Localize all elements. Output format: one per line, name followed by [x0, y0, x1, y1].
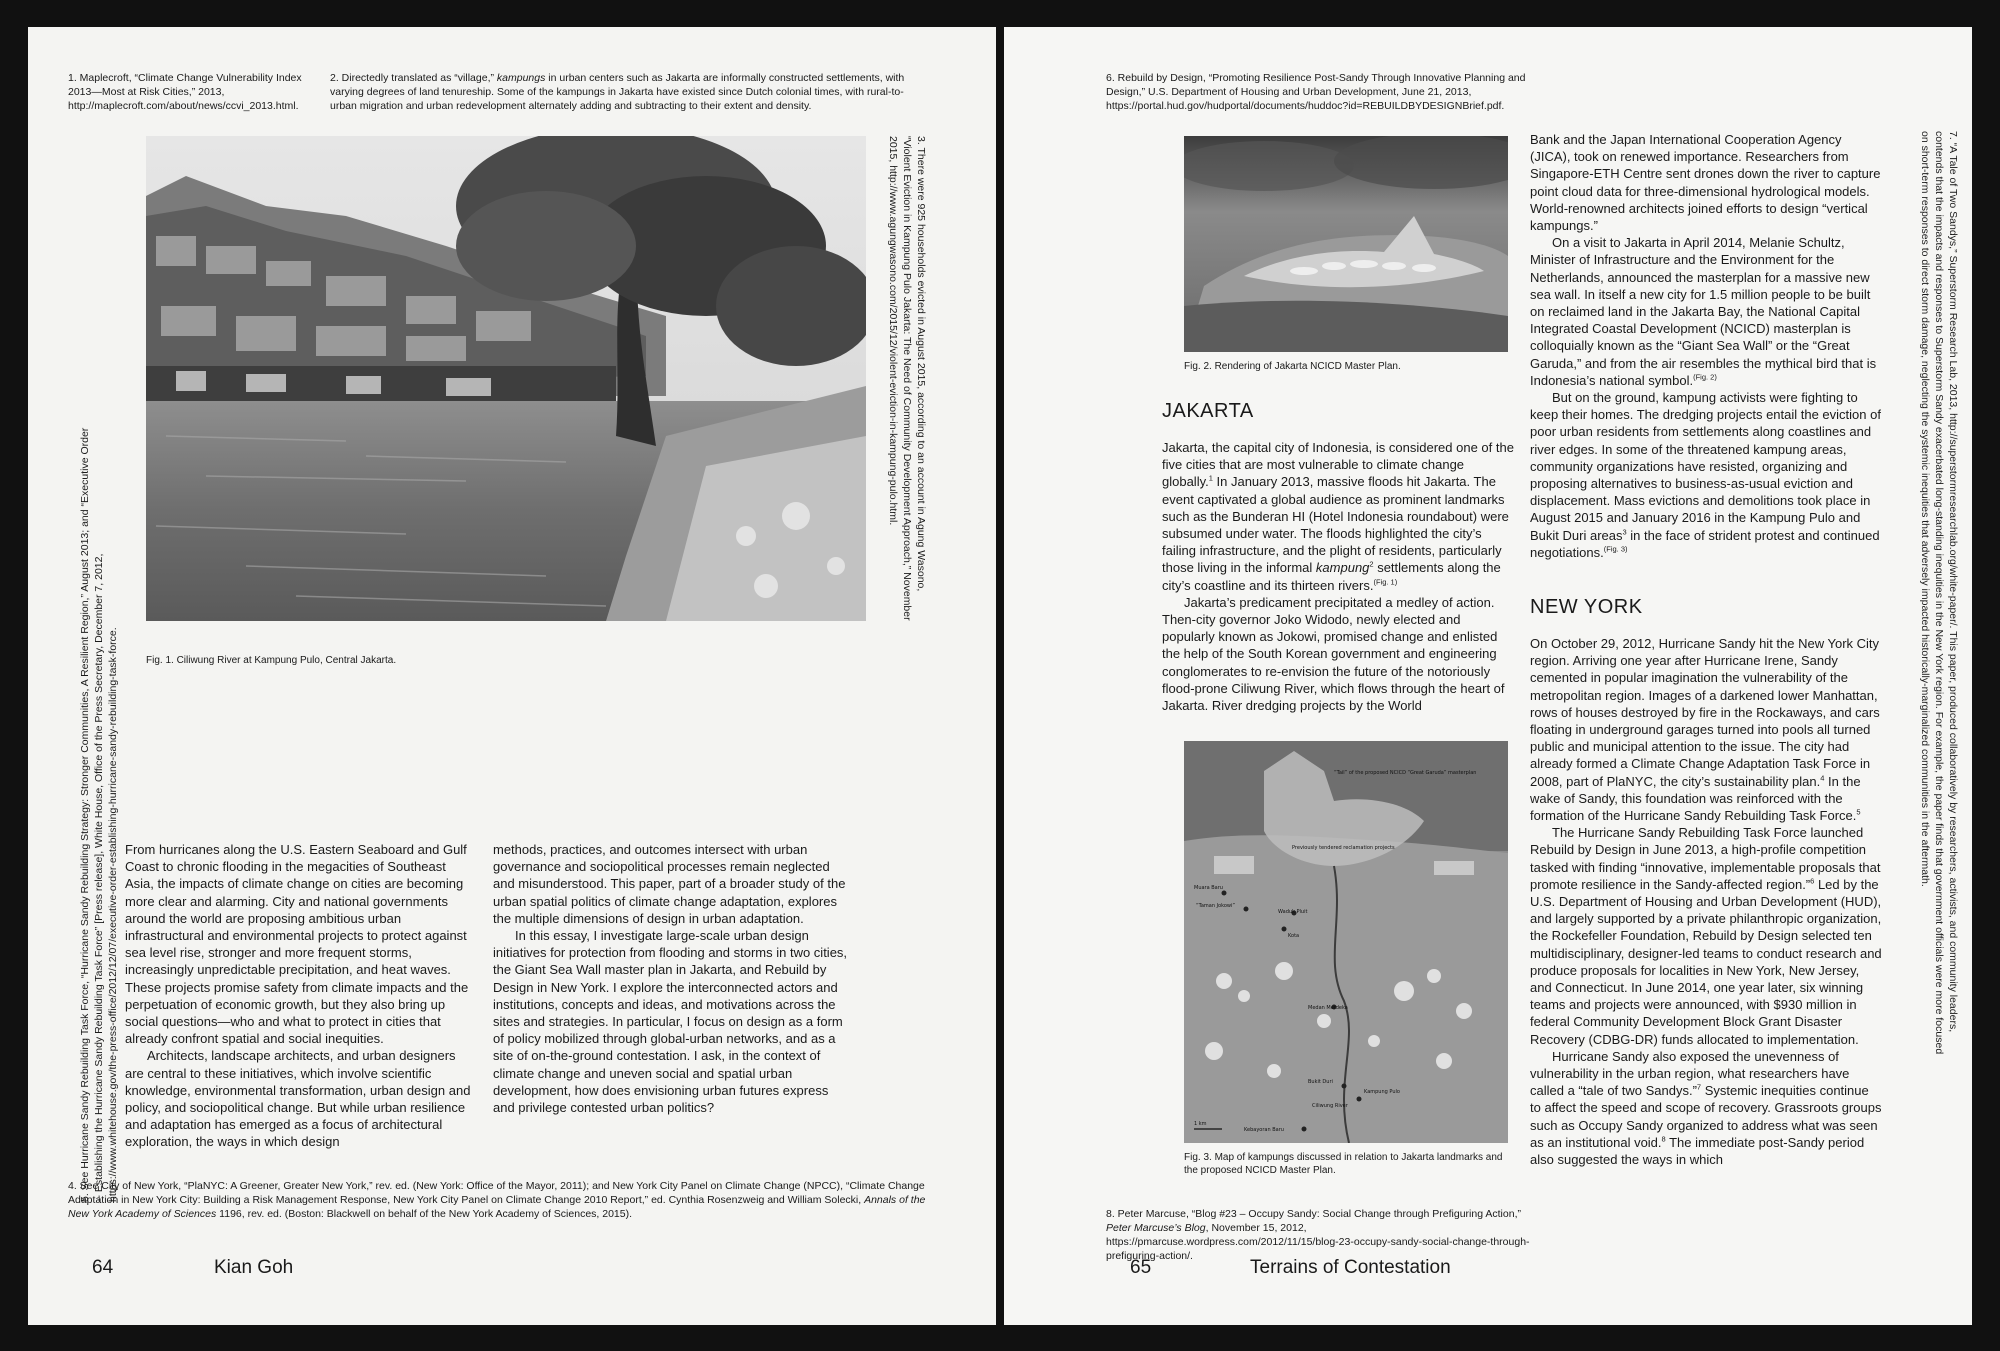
map-label-medan-merdeka: Medan Merdeka — [1308, 1005, 1348, 1011]
map-label-bukit-duri: Bukit Duri — [1308, 1079, 1333, 1085]
map-scale-label: 1 km — [1194, 1121, 1207, 1127]
paragraph: The Hurricane Sandy Rebuilding Task Force launched Rebuild by Design in June 2013, a high-profile competition tasked with finding “innovative, implementable proposals that promote resilience in the Sandy-affected region.”$^6$ Led by the U.S. Department of Housing and Urban Development (HUD), and largely supported by a private philanthropic organization, the Rockefeller Foundation, Rebuild by Design selected ten multidisciplinary, designer-led teams to conduct research and produce proposals for localities in New York, New Jersey, and Connecticut. In June 2014, one year later, six winning teams and projects were announced, with $930 million in federal Community Development Block Grant Disaster Recovery (CDBG-DR) funds allocated to implementation. — [1530, 825, 1882, 1047]
footnote-8: 8. Peter Marcuse, “Blog #23 – Occupy Sandy: Social Change through Prefiguring Action,” Peter Marcuse’s Blog, November 15, 2012, https://pmarcuse.wordpress.com/2012/11/15/blog-23-occupy-sandy-social-change-through-prefiguring-action/. — [1106, 1208, 1530, 1262]
footnote-3: 3. There were 925 households evicted in August 2015, according to an account in Agung Wasono, “Violent Eviction in Kampung Pulo Jakarta: The Need of Community Development Approach,” November 2015, http://www.agungwasono.com/2015/12/violent-eviction-in-kampung-pulo.html. — [887, 136, 927, 621]
section-heading-jakarta: JAKARTA — [1162, 400, 1254, 422]
figure-3-map — [1184, 741, 1508, 1143]
map-label-kampung-pulo: Kampung Pulo — [1364, 1089, 1400, 1095]
footnote-5: 5. See Hurricane Sandy Rebuilding Task Force, “Hurricane Sandy Rebuilding Strategy: Stronger Communities, A Resilient Region,” August 2013; and “Executive Order -- Establishing the Hurricane Sandy Rebuilding Task Force” [Press release], White House, Office of the Press Secretary, December 7, 2012, https://www.whitehouse.gov/the-press-office/2012/12/07/executive-order-establishing-hurricane-sandy-rebuilding-task-force. — [79, 427, 119, 1202]
footnote-2: 2. Directedly translated as “village,” kampungs in urban centers such as Jakarta are informally constructed settlements, with varying degrees of land tenureship. Some of the kampungs in Jakarta have existed since Dutch colonial times, with rural-to-urban migration and urban redevelopment alternately adding and subtracting to their extent and density. — [330, 72, 905, 112]
new-york-text — [1530, 635, 1882, 1168]
map-label-garuda-tail: “Tail” of the proposed NCICD “Great Garuda” masterplan — [1334, 770, 1477, 776]
figure-1-photo — [146, 136, 866, 621]
ncicd-rendering-image — [1184, 136, 1508, 352]
figure-3-caption: Fig. 3. Map of kampungs discussed in relation to Jakarta landmarks and the proposed NCICD Master Plan. — [1184, 1152, 1503, 1176]
map-label-kebayoran-baru: Kebayoran Baru — [1244, 1127, 1284, 1133]
jakarta-text — [1162, 439, 1514, 714]
body-column-1 — [125, 841, 473, 1151]
paragraph: Hurricane Sandy also exposed the unevenness of vulnerability in the urban region, what researchers have called a “tale of two Sandys.”$^7$ Systemic inequities continue to affect the speed and scope of recovery. Grassroots groups such as Occupy Sandy organized to address what was seen as an institutional void.$^8$ The immediate post-Sandy period also suggested the ways in which — [1530, 1048, 1882, 1168]
right-page — [1004, 27, 1972, 1325]
footnote-7: 7. “A Tale of Two Sandys,” Superstorm Research Lab, 2013, http://superstormresearchlab.org/white-paper/. This paper, produced collaboratively by researchers, activists, and community leaders, contends that the impacts and responses to Superstorm Sandy exacerbated long-standing inequities in the New York region. For example, the paper finds that government officials were more focused on short-term responses to direct storm damage, neglecting the systemic inequities that adversely impacted historically-marginalized communities in the aftermath. — [1919, 131, 1959, 1055]
map-label-taman-jokowi: “Taman Jokowi” — [1196, 903, 1235, 909]
kampung-map-image — [1184, 741, 1508, 1143]
paragraph: Bank and the Japan International Cooperation Agency (JICA), took on renewed importance. Researchers from Singapore-ETH Centre sent drones down the river to capture point cloud data for three-dimensional hydrological models. World-renowned architects joined efforts to design “vertical kampungs.” — [1530, 132, 1881, 234]
right-column-top — [1530, 131, 1882, 561]
paragraph: In this essay, I investigate large-scale urban design initiatives for protection from flooding and storms in two cities, the Giant Sea Wall master plan in Jakarta, and Rebuild by Design in New York. I explore the interconnected actors and institutions, concepts and ideas, and motivations across the sites and strategies. In particular, I focus on design as a form of policy mobilized through global-urban networks, and as a site of on-the-ground contestation. I ask, in the context of climate change and uneven social and spatial urban development, how does envisioning urban futures express and privilege contested urban politics? — [493, 928, 848, 1116]
figure-1-caption: Fig. 1. Ciliwung River at Kampung Pulo, Central Jakarta. — [146, 655, 397, 666]
paragraph: On October 29, 2012, Hurricane Sandy hit the New York City region. Arriving one year after Hurricane Irene, Sandy cemented in popular imagination the vulnerability of the metropolitan region. Images of a darkened lower Manhattan, rows of houses destroyed by fire in the Rockaways, and cars floating in underground garages turned into pools all turned public and municipal attention to the issue. The city had already formed a Climate Change Adaptation Task Force in 2008, part of PlaNYC, the city’s sustainability plan.$^4$ In the wake of Sandy, this foundation was reinforced with the formation of the Hurricane Sandy Rebuilding Task Force.$^5$ — [1530, 636, 1880, 824]
left-page — [28, 27, 996, 1325]
map-label-muara-baru: Muara Baru — [1194, 885, 1223, 891]
footnote-6: 6. Rebuild by Design, “Promoting Resilience Post-Sandy Through Innovative Planning and Design,” U.S. Department of Housing and Urban Development, June 21, 2013, https://portal.hud.gov/hudportal/documents/huddoc?id=REBUILDBYDESIGNBrief.pdf. — [1106, 72, 1526, 112]
map-label-reclamation: Previously tendered reclamation projects — [1292, 845, 1395, 851]
running-head: Terrains of Contestation — [1250, 1257, 1451, 1278]
paragraph: From hurricanes along the U.S. Eastern Seaboard and Gulf Coast to chronic flooding in the megacities of Southeast Asia, the impacts of climate change on cities are becoming more clear and alarming. City and national governments around the world are proposing ambitious urban infrastructural and environmental projects to protect against sea level rise, stronger and more frequent storms, increasingly unpredictable precipitation, and heat waves. These projects promise safety from climate impacts and the perpetuation of economic growth, but they also bring up social questions—who and what to protect in cities that already confront spatial and social inequities. — [125, 842, 469, 1047]
figure-2-rendering — [1184, 136, 1508, 352]
paragraph: On a visit to Jakarta in April 2014, Melanie Schultz, Minister of Infrastructure and the Environment for the Netherlands, announced the masterplan for a massive new sea wall. In itself a new city for 1.5 million people to be built on reclaimed land in the Jakarta Bay, the National Capital Integrated Coastal Development (NCICD) masterplan is colloquially known as the “Giant Sea Wall” or the “Great Garuda,” and from the air resembles the mythical bird that is Indonesia’s national symbol.$^{(Fig. 2)}$ — [1530, 235, 1877, 388]
footnote-4: 4. See City of New York, “PlaNYC: A Greener, Greater New York,” rev. ed. (New York: Office of the Mayor, 2011); and New York City Panel on Climate Change (NPCC), “Climate Change Adaptation in New York City: Building a Risk Management Response, New York City Panel on Climate Change 2010 Report,” ed. Cynthia Rosenzweig and William Solecki, Annals of the New York Academy of Sciences 1196, rev. ed. (Boston: Blackwell on behalf of the New York Academy of Sciences, 2015). — [68, 1180, 926, 1220]
paragraph: Architects, landscape architects, and urban designers are central to these initiatives, which involve scientific knowledge, environmental transformation, urban design and policy, and sociopolitical change. But while urban resilience and adaptation has emerged as a focus of architectural exploration, the ways in which design — [125, 1048, 471, 1150]
body-column-2 — [493, 841, 848, 1116]
paragraph: But on the ground, kampung activists were fighting to keep their homes. The dredging projects entail the eviction of poor urban residents from settlements along coastlines and river edges. In some of the threatened kampung areas, community organizations have resisted, organizing and proposing alternatives to business-as-usual eviction and displacement. Mass evictions and demolitions took place in August 2015 and January 2016 in the Kampung Pulo and Bukit Duri areas$^3$ in the face of strident protest and continued negotiations.$^{(Fig. 3)}$ — [1530, 390, 1881, 560]
map-label-waduk-pluit: Waduk Pluit — [1278, 909, 1308, 915]
paragraph: Jakarta’s predicament precipitated a medley of action. Then-city governor Joko Widodo, newly elected and popularly known as Jokowi, promised change and enlisted the help of the South Korean government and engineering conglomerates to re-envision the future of the notoriously flood-prone Ciliwung River, which flows through the heart of Jakarta. River dredging projects by the World — [1162, 594, 1505, 714]
map-label-ciliwung-river: Ciliwung River — [1312, 1103, 1348, 1109]
paragraph: Jakarta, the capital city of Indonesia, is considered one of the five cities that are most vulnerable to climate change globally.$^1$ In January 2013, massive floods hit Jakarta. The event captivated a global audience as prominent landmarks such as the Bunderan HI (Hotel Indonesia roundabout) were subsumed under water. The floods highlighted the city’s failing infrastructure, and the plight of residents, particularly those living in the informal kampung$^2$ settlements along the city’s coastline and its thirteen rivers.$^{(Fig. 1)}$ — [1162, 440, 1514, 593]
map-label-kota: Kota — [1288, 933, 1300, 939]
paragraph: methods, practices, and outcomes intersect with urban governance and sociopolitical processes remain neglected and misunderstood. This paper, part of a broader study of the urban spatial politics of climate change adaptation, explores the multiple dimensions of design in urban adaptation. — [493, 842, 846, 926]
ciliwung-river-photo — [146, 136, 866, 621]
figure-2-caption: Fig. 2. Rendering of Jakarta NCICD Master Plan. — [1184, 361, 1401, 372]
page-number: 65 — [1130, 1257, 1152, 1278]
running-head: Kian Goh — [214, 1257, 294, 1278]
footnote-1: 1. Maplecroft, “Climate Change Vulnerability Index 2013—Most at Risk Cities,” 2013, http://maplecroft.com/about/news/ccvi_2013.html. — [68, 72, 302, 112]
page-number: 64 — [92, 1257, 114, 1278]
section-heading-new-york: NEW YORK — [1530, 596, 1643, 618]
